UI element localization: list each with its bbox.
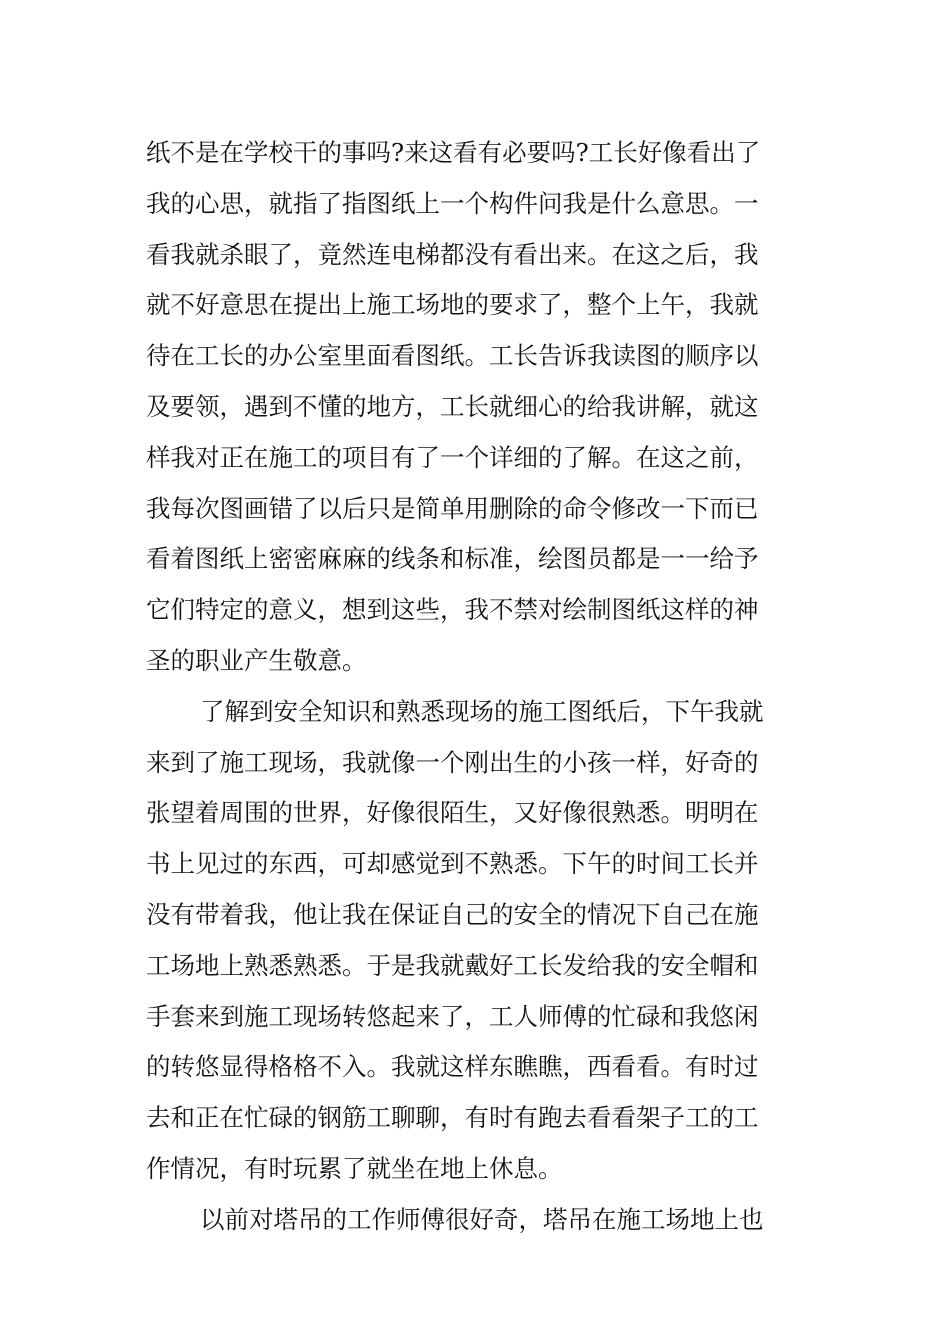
text-line: 待在工长的办公室里面看图纸。工长告诉我读图的顺序以 xyxy=(146,341,759,371)
text-line: 的转悠显得格格不入。我就这样东瞧瞧，西看看。有时过 xyxy=(146,1052,759,1082)
text-line: 张望着周围的世界，好像很陌生，又好像很熟悉。明明在 xyxy=(146,798,759,828)
text-line: 去和正在忙碌的钢筋工聊聊，有时有跑去看看架子工的工 xyxy=(146,1103,759,1133)
text-line: 看着图纸上密密麻麻的线条和标准，绘图员都是一一给予 xyxy=(146,544,759,574)
text-line: 及要领，遇到不懂的地方，工长就细心的给我讲解，就这 xyxy=(146,391,759,421)
text-line: 书上见过的东西，可却感觉到不熟悉。下午的时间工长并 xyxy=(146,849,759,879)
text-line: 工场地上熟悉熟悉。于是我就戴好工长发给我的安全帽和 xyxy=(146,950,759,980)
text-line: 看我就杀眼了，竟然连电梯都没有看出来。在这之后，我 xyxy=(146,239,759,269)
text-line: 就不好意思在提出上施工场地的要求了，整个上午，我就 xyxy=(146,290,759,320)
text-line: 没有带着我，他让我在保证自己的安全的情况下自己在施 xyxy=(146,899,759,929)
text-line: 我每次图画错了以后只是简单用删除的命令修改一下而已 xyxy=(146,493,759,523)
text-line: 来到了施工现场，我就像一个刚出生的小孩一样，好奇的 xyxy=(146,747,759,777)
paragraph-first-line: 了解到安全知识和熟悉现场的施工图纸后，下午我就 xyxy=(200,696,764,726)
text-line: 圣的职业产生敬意。 xyxy=(146,645,367,675)
text-line: 它们特定的意义，想到这些，我不禁对绘制图纸这样的神 xyxy=(146,595,759,625)
text-line: 我的心思，就指了指图纸上一个构件问我是什么意思。一 xyxy=(146,188,759,218)
body-text xyxy=(146,128,806,1246)
text-line: 纸不是在学校干的事吗?来这看有必要吗?工长好像看出了 xyxy=(146,138,761,167)
text-line: 作情况，有时玩累了就坐在地上休息。 xyxy=(146,1153,563,1183)
text-line: 手套来到施工现场转悠起来了，工人师傅的忙碌和我悠闲 xyxy=(146,1001,759,1031)
text-line: 样我对正在施工的项目有了一个详细的了解。在这之前， xyxy=(146,442,759,472)
paragraph-first-line: 以前对塔吊的工作师傅很好奇，塔吊在施工场地上也 xyxy=(200,1204,764,1234)
